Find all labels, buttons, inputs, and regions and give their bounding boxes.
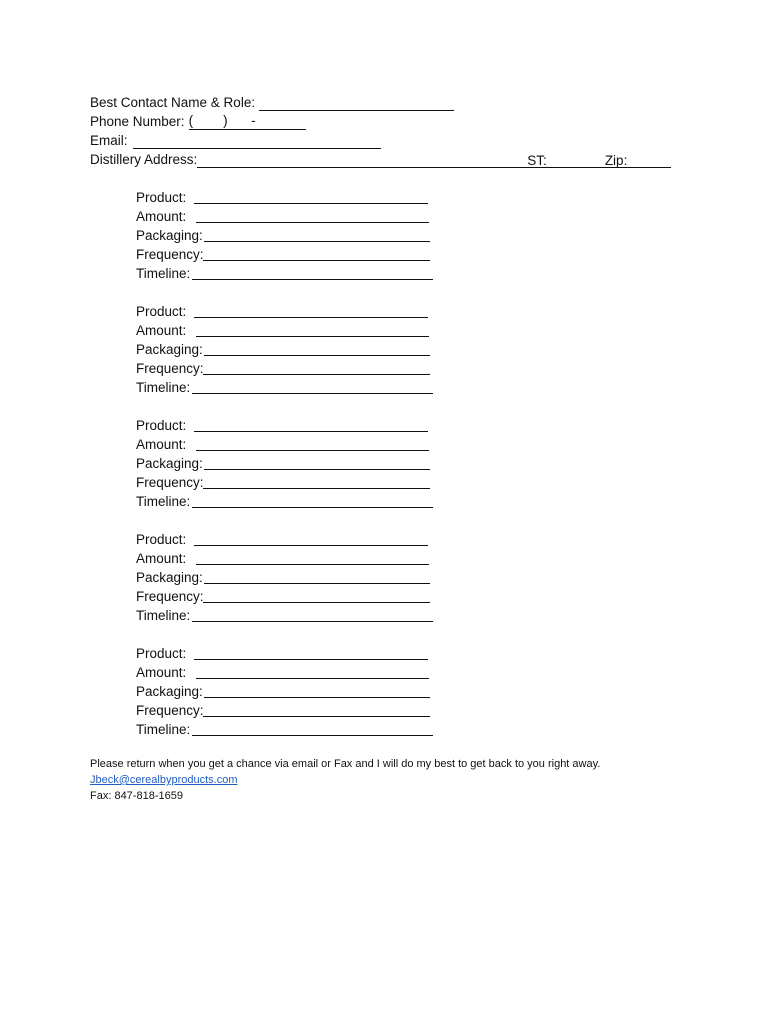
packaging-row [136,567,436,586]
amount-field[interactable] [196,322,429,337]
amount-label: Amount: [136,209,187,224]
packaging-label: Packaging: [136,228,203,243]
phone-label: Phone Number: [90,114,185,129]
address-field[interactable] [197,153,527,168]
packaging-label: Packaging: [136,570,203,585]
frequency-row [136,586,436,605]
packaging-label: Packaging: [136,342,203,357]
timeline-label: Timeline: [136,722,191,737]
amount-row [136,206,436,225]
product-field[interactable] [194,531,428,546]
packaging-field[interactable] [204,569,430,584]
packaging-label: Packaging: [136,456,203,471]
product-label: Product: [136,304,187,319]
contact-name-label: Best Contact Name & Role: [90,95,256,110]
amount-label: Amount: [136,551,187,566]
packaging-row [136,225,436,244]
packaging-row [136,681,436,700]
timeline-label: Timeline: [136,380,191,395]
frequency-label: Frequency: [136,247,204,262]
amount-field[interactable] [196,436,429,451]
frequency-field[interactable] [203,474,430,489]
packaging-row [136,339,436,358]
packaging-field[interactable] [204,341,430,356]
product-row [136,301,436,320]
frequency-label: Frequency: [136,703,204,718]
product-block-2 [136,301,436,396]
product-block-3 [136,415,436,510]
amount-field[interactable] [196,208,429,223]
product-row [136,187,436,206]
phone-field[interactable] [189,115,306,130]
frequency-label: Frequency: [136,589,204,604]
timeline-field[interactable] [192,493,433,508]
amount-row [136,662,436,681]
footer [90,756,600,804]
frequency-row [136,700,436,719]
st-field[interactable] [547,153,605,168]
product-label: Product: [136,646,187,661]
phone-dash: - [251,113,256,128]
product-field[interactable] [194,645,428,660]
phone-open-paren: ( [188,113,194,128]
zip-label: Zip: [604,153,628,168]
st-label: ST: [527,153,547,168]
product-row [136,415,436,434]
packaging-field[interactable] [204,683,430,698]
timeline-label: Timeline: [136,266,191,281]
contact-name-field[interactable] [259,96,454,111]
timeline-field[interactable] [192,607,433,622]
email-field[interactable] [133,134,381,149]
timeline-field[interactable] [192,379,433,394]
address-label: Distillery Address: [90,152,198,167]
product-field[interactable] [194,189,428,204]
frequency-label: Frequency: [136,475,204,490]
phone-close-paren: ) [223,113,228,128]
packaging-field[interactable] [204,227,430,242]
amount-label: Amount: [136,665,187,680]
product-row [136,643,436,662]
address-row [90,149,671,168]
frequency-field[interactable] [203,588,430,603]
amount-label: Amount: [136,323,187,338]
timeline-row [136,377,436,396]
email-row [90,130,381,149]
frequency-field[interactable] [203,246,430,261]
amount-row [136,320,436,339]
product-block-4 [136,529,436,624]
timeline-field[interactable] [192,265,433,280]
amount-row [136,548,436,567]
contact-name-row [90,92,454,111]
product-row [136,529,436,548]
packaging-row [136,453,436,472]
zip-field[interactable] [627,153,671,168]
timeline-label: Timeline: [136,608,191,623]
product-label: Product: [136,532,187,547]
amount-row [136,434,436,453]
amount-field[interactable] [196,664,429,679]
amount-label: Amount: [136,437,187,452]
product-block-1 [136,187,436,282]
frequency-label: Frequency: [136,361,204,376]
frequency-row [136,244,436,263]
packaging-field[interactable] [204,455,430,470]
fax-number: Fax: 847-818-1659 [90,790,183,802]
product-label: Product: [136,418,187,433]
frequency-field[interactable] [203,360,430,375]
product-field[interactable] [194,417,428,432]
timeline-label: Timeline: [136,494,191,509]
frequency-row [136,358,436,377]
email-link[interactable]: Jbeck@cerealbyproducts.com [90,774,238,786]
product-field[interactable] [194,303,428,318]
frequency-field[interactable] [203,702,430,717]
email-label: Email: [90,133,128,148]
amount-field[interactable] [196,550,429,565]
timeline-row [136,719,436,738]
frequency-row [136,472,436,491]
return-note: Please return when you get a chance via email or Fax and I will do my best to get back to you right away. [90,758,601,770]
product-label: Product: [136,190,187,205]
timeline-row [136,491,436,510]
timeline-row [136,263,436,282]
product-block-5 [136,643,436,738]
packaging-label: Packaging: [136,684,203,699]
timeline-row [136,605,436,624]
timeline-field[interactable] [192,721,433,736]
phone-row [90,111,306,130]
